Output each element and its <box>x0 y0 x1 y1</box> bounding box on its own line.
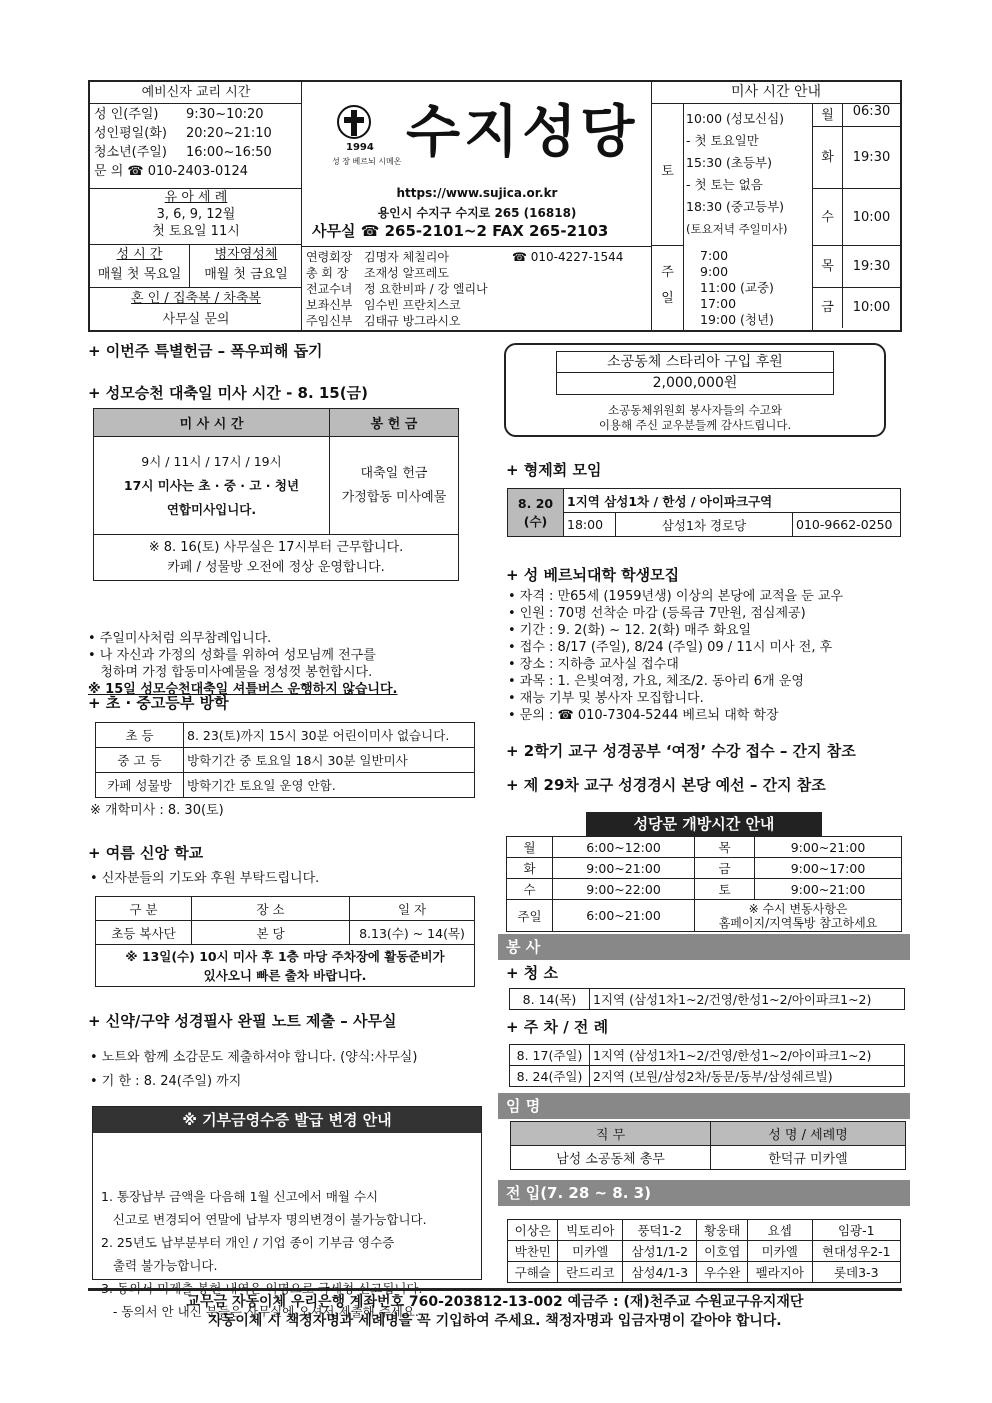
summer-table: 구 분 장 소 일 자 초등 복사단 본 당 8.13(수) ~ 14(목) ※ 13일(수) 10시 미사 후 1층 마당 주차장에 활동준비가 있사오니 빠른 출차 바랍니다. <box>95 896 475 987</box>
notice-bible-quiz: + 제 29차 교구 성경경시 본당 예선 – 간지 참조 <box>506 776 826 794</box>
door-title: 성당문 개방시간 안내 <box>586 812 822 836</box>
header-center <box>302 82 652 330</box>
catechism-title: 예비신자 교리 시간 <box>90 82 302 104</box>
stella-box: 소공동체 스타리아 구입 후원 2,000,000원 소공동체위원회 봉사자들의 수고와 이용해 주신 교우분들께 감사드립니다. <box>504 343 886 437</box>
parking-table: 8. 17(주일) 1지역 (삼성1차1~2/건영/한성1~2/아이파크1~2) 8. 24(주일) 2지역 (보원/삼성2차/동문/동부/삼성쉐르빌) <box>509 1044 905 1087</box>
wedding-box: 혼 인 / 집축복 / 차축복 사무실 문의 <box>90 287 302 330</box>
confession-box: 성 시 간 매월 첫 목요일 병자영성체 매월 첫 금요일 <box>90 244 302 286</box>
church-logo: 1994 성 장 베르뇌 시메온 <box>332 100 392 170</box>
church-address: 용인시 수지구 수지로 265 (16818) <box>377 206 577 220</box>
church-name: 수지성당 <box>406 100 639 165</box>
vacation-title: + 초 · 중고등부 방학 <box>88 694 229 712</box>
transfer-table: 이상은 빅토리아 풍덕1-2 황웅태 요셉 임광-1 박찬민 미카엘 삼성1/1-2 이호엽 미카엘 현대성우2-1 구해슬 란드리코 삼성4/1-3 우수완 펠라지아 롯데3-3 <box>507 1219 901 1283</box>
door-table: 월 6:00~12:00 목 9:00~21:00 화 9:00~21:00 금 9:00~17:00 수 9:00~22:00 토 9:00~21:00 주일 6:00~21:00 ※ 수시 변동사항은 홈페이지/지역톡방 참고하세요 <box>506 836 902 932</box>
service-bar: 봉 사 <box>498 934 910 960</box>
catechism-rows: 성 인(주일) 9:30~10:20 성인평일(화) 20:20~21:10 청소년(주일) 16:00~16:50 문 의 ☎ 010-2403-0124 <box>94 107 272 179</box>
cleaning-title: + 청 소 <box>506 964 558 982</box>
bible-title: + 신약/구약 성경필사 완필 노트 제출 – 사무실 <box>88 1012 397 1030</box>
footer-rule <box>88 1288 902 1291</box>
receipt-box: ※ 기부금영수증 발급 변경 안내 1. 통장납부 금액을 다음해 1월 신고에서 매월 수시 신고로 변경되어 연말에 납부자 명의변경이 불가능합니다. 2. 25년도 납부분부터 개인 / 기업 종이 기부금 영수증 출력 불가능합니다. 3. 동의서 미제출 봉헌 내역은 익명으로 국세청 신고됩니다. - 동의서 안 내신 분들은 사무실에 오셔서 제출해 주세요. <box>92 1106 482 1280</box>
special-offering: + 이번주 특별헌금 – 폭우피해 돕기 <box>88 342 323 360</box>
appointment-table: 직 무 성 명 / 세례명 남성 소공동체 총무 한덕규 미카엘 <box>510 1121 906 1170</box>
assumption-table: 미 사 시 간 봉 헌 금 9시 / 11시 / 17시 / 19시 17시 미사는 초 · 중 · 고 · 청년 연합미사입니다. 대축일 헌금 가정합동 미사예물 ※ 8. 16(토) 사무실은 17시부터 근무합니다. 카페 / 성물방 오전에 정상 운영합니다. <box>93 408 459 581</box>
weekday-mass: 월 06:30 화 19:30 수 10:00 목 19:30 금 10:00 <box>812 104 900 330</box>
bernoe-list: • 자격 : 만65세 (1959년생) 이상의 본당에 교적을 둔 교우 • 인원 : 70명 선착순 마감 (등록금 7만원, 점심제공) • 기간 : 9. 2(화) ~ 12. 2(화) 매주 화요일 • 접수 : 8/17 (주일), 8/24 (주일) 09 / 11시 미사 전, 후 • 장소 : 지하층 교사실 접수대 • 과목 : 1. 은빛여정, 가요, 체조/2. 동아리 6개 운영 • 재능 기부 및 봉사자 모집합니다. • 문의 : ☎ 010-7304-5244 베르뇌 대학 학장 <box>508 589 844 723</box>
appointment-bar: 임 명 <box>498 1093 910 1119</box>
vacation-table: 초 등 8. 23(토)까지 15시 30분 어린이미사 없습니다. 중 고 등 방학기간 중 토요일 18시 30분 일반미사 카페 성물방 방학기간 토요일 운영 안함. <box>95 722 475 798</box>
header-left <box>90 82 302 330</box>
cleaning-table: 8. 14(목) 1지역 (삼성1차1~2/건영/한성1~2/아이파크1~2) <box>509 988 905 1010</box>
summer-note: • 신자분들의 기도와 후원 부탁드립니다. <box>90 871 320 886</box>
notice-bible-study: + 2학기 교구 성경공부 ‘여정’ 수강 접수 – 간지 참조 <box>506 742 856 760</box>
header-box <box>88 80 902 332</box>
summer-title: + 여름 신앙 학교 <box>88 844 204 862</box>
church-url[interactable]: https://www.sujica.or.kr <box>396 186 558 200</box>
brothers-table: 8. 20 (수) 1지역 삼성1차 / 한성 / 아이파크구역 18:00 삼성1차 경로당 010-9662-0250 <box>507 488 901 537</box>
mass-times: 미사 시간 안내 토 10:00 (성모신심) - 첫 토요일만 15:30 (초등부) - 첫 토는 없음 18:30 (중고등부) (토요저녁 주일미사) 주일 7:00 9:00 11:00 (교중) 17:00 19:00 (청년) 월 06:30 화 19:30 수 10:00 목 19:30 금 10:00 <box>652 82 900 330</box>
vacation-note: ※ 개학미사 : 8. 30(토) <box>90 803 224 818</box>
church-office: 사무실 ☎ 265-2101~2 FAX 265-2103 <box>312 222 609 240</box>
footer: 교무금 자동이체 우리은행 계좌번호 760-203812-13-002 예금주 : (재)천주교 수원교구유지재단 자동이체 시 책정자명과 세례명을 꼭 기입하여 주세요. 책정자명과 입금자명이 같아야 합니다. <box>186 1294 804 1329</box>
brothers-title: + 형제회 모임 <box>506 461 602 479</box>
assumption-notes: • 주일미사처럼 의무참례입니다. • 나 자신과 가정의 성화를 위하여 성모님께 전구를 청하며 가정 합동미사예물을 정성껏 봉헌합시다. ※ 15일 성모승천대축일 셔틀버스 운행하지 않습니다. <box>88 631 398 697</box>
transfer-bar: 전 입(7. 28 ~ 8. 3) <box>498 1180 910 1206</box>
parking-title: + 주 차 / 전 례 <box>506 1018 609 1036</box>
bernoe-title: + 성 베르뇌대학 학생모집 <box>506 566 680 584</box>
assumption-title: + 성모승천 대축일 미사 시간 - 8. 15(금) <box>88 384 368 402</box>
staff-list: 연령회장 김명자 체칠리아 ☎ 010-4227-1544 총 회 장 조재성 알프레도 전교수녀 정 요한비파 / 강 엘리나 보좌신부 임수빈 프란치스코 주임신부 김태규 방그라시오 <box>302 246 652 330</box>
bible-notes: • 노트와 함께 소감문도 제출하셔야 합니다. (양식:사무실) • 기 한 : 8. 24(주일) 까지 <box>90 1050 418 1089</box>
infant-baptism: 유 아 세 례 3, 6, 9, 12월 첫 토요일 11시 <box>90 188 302 240</box>
